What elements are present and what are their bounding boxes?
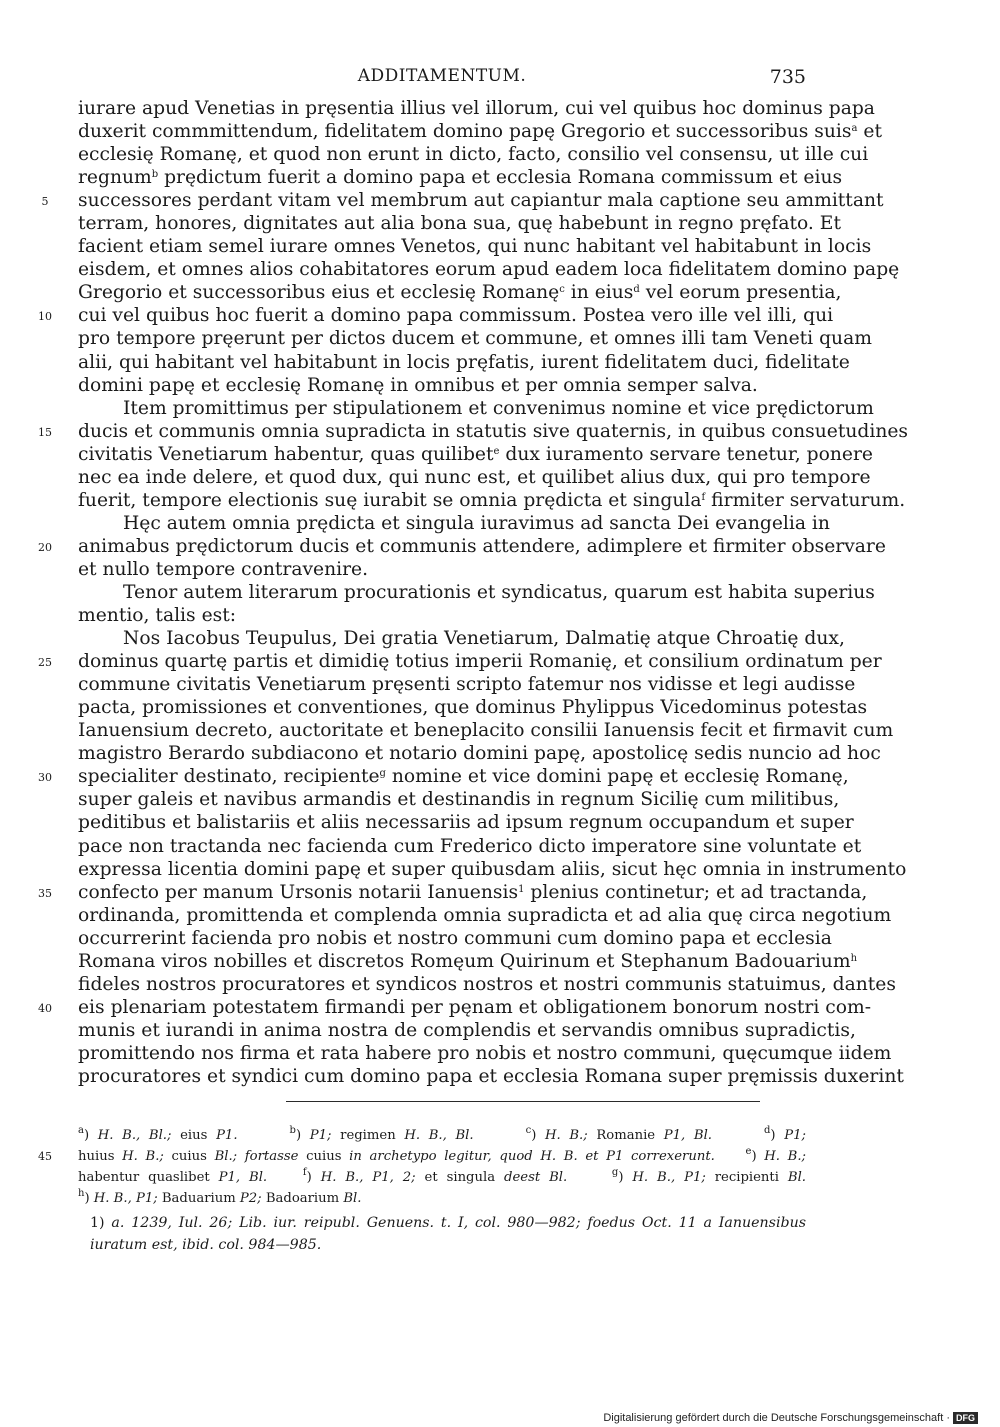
body-line-text: commune civitatis Venetiarum pręsenti scripto fatemur nos vidisse et legi audisse xyxy=(78,674,856,696)
body-line-text: facient etiam semel iurare omnes Venetos, qui nunc habitant vel habitabunt in locis xyxy=(78,236,872,258)
page-number: 735 xyxy=(769,66,806,88)
footnote-line xyxy=(0,1212,1000,1234)
body-line-text: magistro Berardo subdiacono et notario domini papę, apostolicę sedis nuncio ad hoc xyxy=(78,743,881,765)
body-line-text: expressa licentia domini papę et super quibusdam aliis, sicut hęc omnia in instrumento xyxy=(78,858,907,880)
footnotes xyxy=(0,1212,1000,1256)
body-line-text: Hęc autem omnia prędicta et singula iuravimus ad sancta Dei evangelia in xyxy=(123,512,830,534)
line-number: 45 xyxy=(38,1150,52,1163)
body-line-text: mentio, talis est: xyxy=(78,605,237,627)
body-line xyxy=(0,166,1000,189)
body-line-text: promittendo nos firma et rata habere pro nobis et nostro communi, quęcumque iidem xyxy=(78,1042,892,1064)
body-line-text: occurrerint facienda pro nobis et nostro communi cum domino papa et ecclesia xyxy=(78,927,832,949)
apparatus-line-text: habentur quaslibet P1, Bl. $^f$) H. B., P1, 2; et singula deest Bl. $^g$) H. B., P1; recipienti Bl. xyxy=(78,1167,806,1185)
body-line-text: iurare apud Venetias in pręsentia illius vel illorum, cui vel quibus hoc dominus papa xyxy=(78,98,875,119)
apparatus-line-text: $^a$) H. B., Bl.; eius P1. $^b$) P1; regimen H. B., Bl. $^c$) H. B.; Romanie P1, Bl. $^d$) P1; xyxy=(78,1125,806,1143)
body-line xyxy=(0,489,1000,512)
digitization-credit xyxy=(603,1412,978,1424)
body-line-text: civitatis Venetiarum habentur, quas quilibet$^e$ dux iuramento servare tenetur, ponere xyxy=(78,443,873,465)
body-line xyxy=(0,742,1000,765)
body-line-text: Romana viros nobilles et discretos Romęum Quirinum et Stephanum Badouarium$^h$ xyxy=(78,950,858,972)
line-number: 10 xyxy=(38,310,52,324)
body-line-text: munis et iurandi in anima nostra de complendis et servandis omnibus supradictis, xyxy=(78,1019,856,1041)
body-line xyxy=(0,788,1000,811)
critical-apparatus xyxy=(0,1125,1000,1209)
body-line-text: Item promittimus per stipulationem et convenimus nomine et vice prędictorum xyxy=(123,397,874,419)
dfg-logo: DFG xyxy=(953,1412,978,1424)
body-line-text: eisdem, et omnes alios cohabitatores eorum apud eadem loca fidelitatem domino papę xyxy=(78,259,900,281)
body-line xyxy=(0,627,1000,650)
line-number: 30 xyxy=(38,771,52,785)
apparatus-line xyxy=(0,1188,1000,1209)
body-line xyxy=(0,189,1000,212)
body-line xyxy=(0,258,1000,281)
line-number: 15 xyxy=(38,425,52,439)
body-line-text: pacta, promissiones et conventiones, que dominus Phylippus Vicedominus potestas xyxy=(78,697,868,719)
body-line xyxy=(0,996,1000,1019)
body-line xyxy=(0,881,1000,904)
body-line-text: nec ea inde delere, et quod dux, qui nunc est, et quilibet alius dux, qui pro tempore xyxy=(78,466,871,488)
body-line xyxy=(0,97,1000,120)
body-line-text: cui vel quibus hoc fuerit a domino papa commissum. Postea vero ille vel illi, qui xyxy=(78,305,834,327)
body-line xyxy=(0,281,1000,304)
footnote-line-text: iuratum est, ibid. col. 984—985. xyxy=(90,1237,322,1253)
body-line xyxy=(0,304,1000,327)
body-line xyxy=(0,673,1000,696)
body-line xyxy=(0,535,1000,558)
body-line-text: super galeis et navibus armandis et destinandis in regnum Sicilię cum militibus, xyxy=(78,789,840,811)
body-line xyxy=(0,811,1000,834)
footnote-divider xyxy=(286,1101,760,1102)
body-line-text: eis plenariam potestatem firmandi per pęnam et obligationem bonorum nostri com- xyxy=(78,996,872,1018)
body-line-text: regnum$^b$ prędictum fuerit a domino papa et ecclesia Romana commissum et eius xyxy=(78,167,843,189)
body-line xyxy=(0,927,1000,950)
body-line xyxy=(0,765,1000,788)
body-line xyxy=(0,650,1000,673)
body-line xyxy=(0,443,1000,466)
body-line xyxy=(0,351,1000,374)
body-line xyxy=(0,512,1000,535)
body-line-text: pace non tractanda nec facienda cum Frederico dicto imperatore sine voluntate et xyxy=(78,835,862,857)
body-line xyxy=(0,397,1000,420)
body-line xyxy=(0,1065,1000,1088)
body-line-text: ecclesię Romanę, et quod non erunt in dicto, facto, consilio vel consensu, ut ille cui xyxy=(78,144,869,166)
body-line xyxy=(0,604,1000,627)
body-line xyxy=(0,212,1000,235)
apparatus-line-text: huius H. B.; cuius Bl.; fortasse cuius in archetypo legitur, quod H. B. et P1 correxerunt. $^e$) H. B.; xyxy=(78,1146,806,1164)
line-number: 35 xyxy=(38,886,52,900)
body-line xyxy=(0,420,1000,443)
body-line-text: Nos Iacobus Teupulus, Dei gratia Venetiarum, Dalmatię atque Chroatię dux, xyxy=(123,628,845,650)
body-line xyxy=(0,120,1000,143)
body-line-text: Tenor autem literarum procurationis et syndicatus, quarum est habita superius xyxy=(123,581,875,603)
body-line-text: successores perdant vitam vel membrum aut capiantur mala captione seu ammittant xyxy=(78,190,884,212)
body-line-text: specialiter destinato, recipiente$^g$ nomine et vice domini papę et ecclesię Romanę, xyxy=(78,766,849,788)
body-line xyxy=(0,1019,1000,1042)
body-line xyxy=(0,558,1000,581)
line-number: 5 xyxy=(41,195,49,209)
body-line-text: pro tempore pręerunt per dictos ducem et commune, et omnes illi tam Veneti quam xyxy=(78,328,872,350)
main-text xyxy=(0,97,1000,1088)
body-line-text: procuratores et syndici cum domino papa et ecclesia Romana super pręmissis duxerint xyxy=(78,1065,904,1087)
body-line-text: dominus quartę partis et dimidię totius imperii Romanię, et consilium ordinatum per xyxy=(78,651,882,673)
footnote-line-text: 1) a. 1239, Iul. 26; Lib. iur. reipubl. Genuens. t. I, col. 980—982; foedus Oct. 11 a Ianuensibus xyxy=(90,1215,806,1231)
apparatus-line xyxy=(0,1167,1000,1188)
body-line-text: confecto per manum Ursonis notarii Ianuensis$^1$ plenius continetur; et ad tractanda, xyxy=(78,881,868,903)
body-line-text: alii, qui habitant vel habitabunt in locis pręfatis, iurent fidelitatem duci, fidelitate xyxy=(78,351,850,373)
body-line-text: peditibus et balistariis et aliis necessariis ad ipsum regnum occupandum et super xyxy=(78,812,854,834)
line-number: 20 xyxy=(38,540,52,554)
body-line-text: fideles nostros procuratores et syndicos nostros et nostri communis statuimus, dantes xyxy=(78,973,896,995)
footnote-line xyxy=(0,1234,1000,1256)
body-line xyxy=(0,904,1000,927)
body-line xyxy=(0,1042,1000,1065)
body-line xyxy=(0,466,1000,489)
body-line-text: Ianuensium decreto, auctoritate et beneplacito consilii Ianuensis fecit et firmavit cum xyxy=(78,720,894,742)
credit-text: Digitalisierung gefördert durch die Deutsche Forschungsgemeinschaft · xyxy=(603,1412,950,1424)
body-line xyxy=(0,950,1000,973)
body-line-text: terram, honores, dignitates aut alia bona sua, quę habebunt in regno pręfato. Et xyxy=(78,213,841,235)
body-line xyxy=(0,835,1000,858)
body-line xyxy=(0,696,1000,719)
apparatus-line xyxy=(0,1125,1000,1146)
line-number: 40 xyxy=(38,1001,52,1015)
line-number: 25 xyxy=(38,656,52,670)
body-line-text: animabus prędictorum ducis et communis attendere, adimplere et firmiter observare xyxy=(78,535,886,557)
body-line-text: ducis et communis omnia supradicta in statutis sive quaternis, in quibus consuetudines xyxy=(78,420,909,442)
body-line xyxy=(0,858,1000,881)
body-line xyxy=(0,719,1000,742)
body-line xyxy=(0,973,1000,996)
running-title: ADDITAMENTUM. xyxy=(357,66,527,86)
body-line-text: ordinanda, promittenda et complenda omnia supradicta et ad alia quę circa negotium xyxy=(78,904,892,926)
body-line-text: Gregorio et successoribus eius et ecclesię Romanę$^c$ in eius$^d$ vel eorum presentia, xyxy=(78,282,842,304)
body-line xyxy=(0,581,1000,604)
body-line xyxy=(0,374,1000,397)
apparatus-line xyxy=(0,1146,1000,1167)
body-line xyxy=(0,327,1000,350)
apparatus-line-text: $^h$) H. B., P1; Baduarium P2; Badoarium Bl. xyxy=(78,1188,362,1206)
body-line-text: fuerit, tempore electionis suę iurabit se omnia prędicta et singula$^f$ firmiter servaturum. xyxy=(78,489,906,511)
body-line-text: et nullo tempore contravenire. xyxy=(78,558,369,580)
body-line-text: duxerit commmittendum, fidelitatem domino papę Gregorio et successoribus suis$^a$ et xyxy=(78,121,882,143)
body-line xyxy=(0,235,1000,258)
body-line xyxy=(0,143,1000,166)
running-header xyxy=(78,66,806,94)
body-line-text: domini papę et ecclesię Romanę in omnibus et per omnia semper salva. xyxy=(78,374,758,396)
